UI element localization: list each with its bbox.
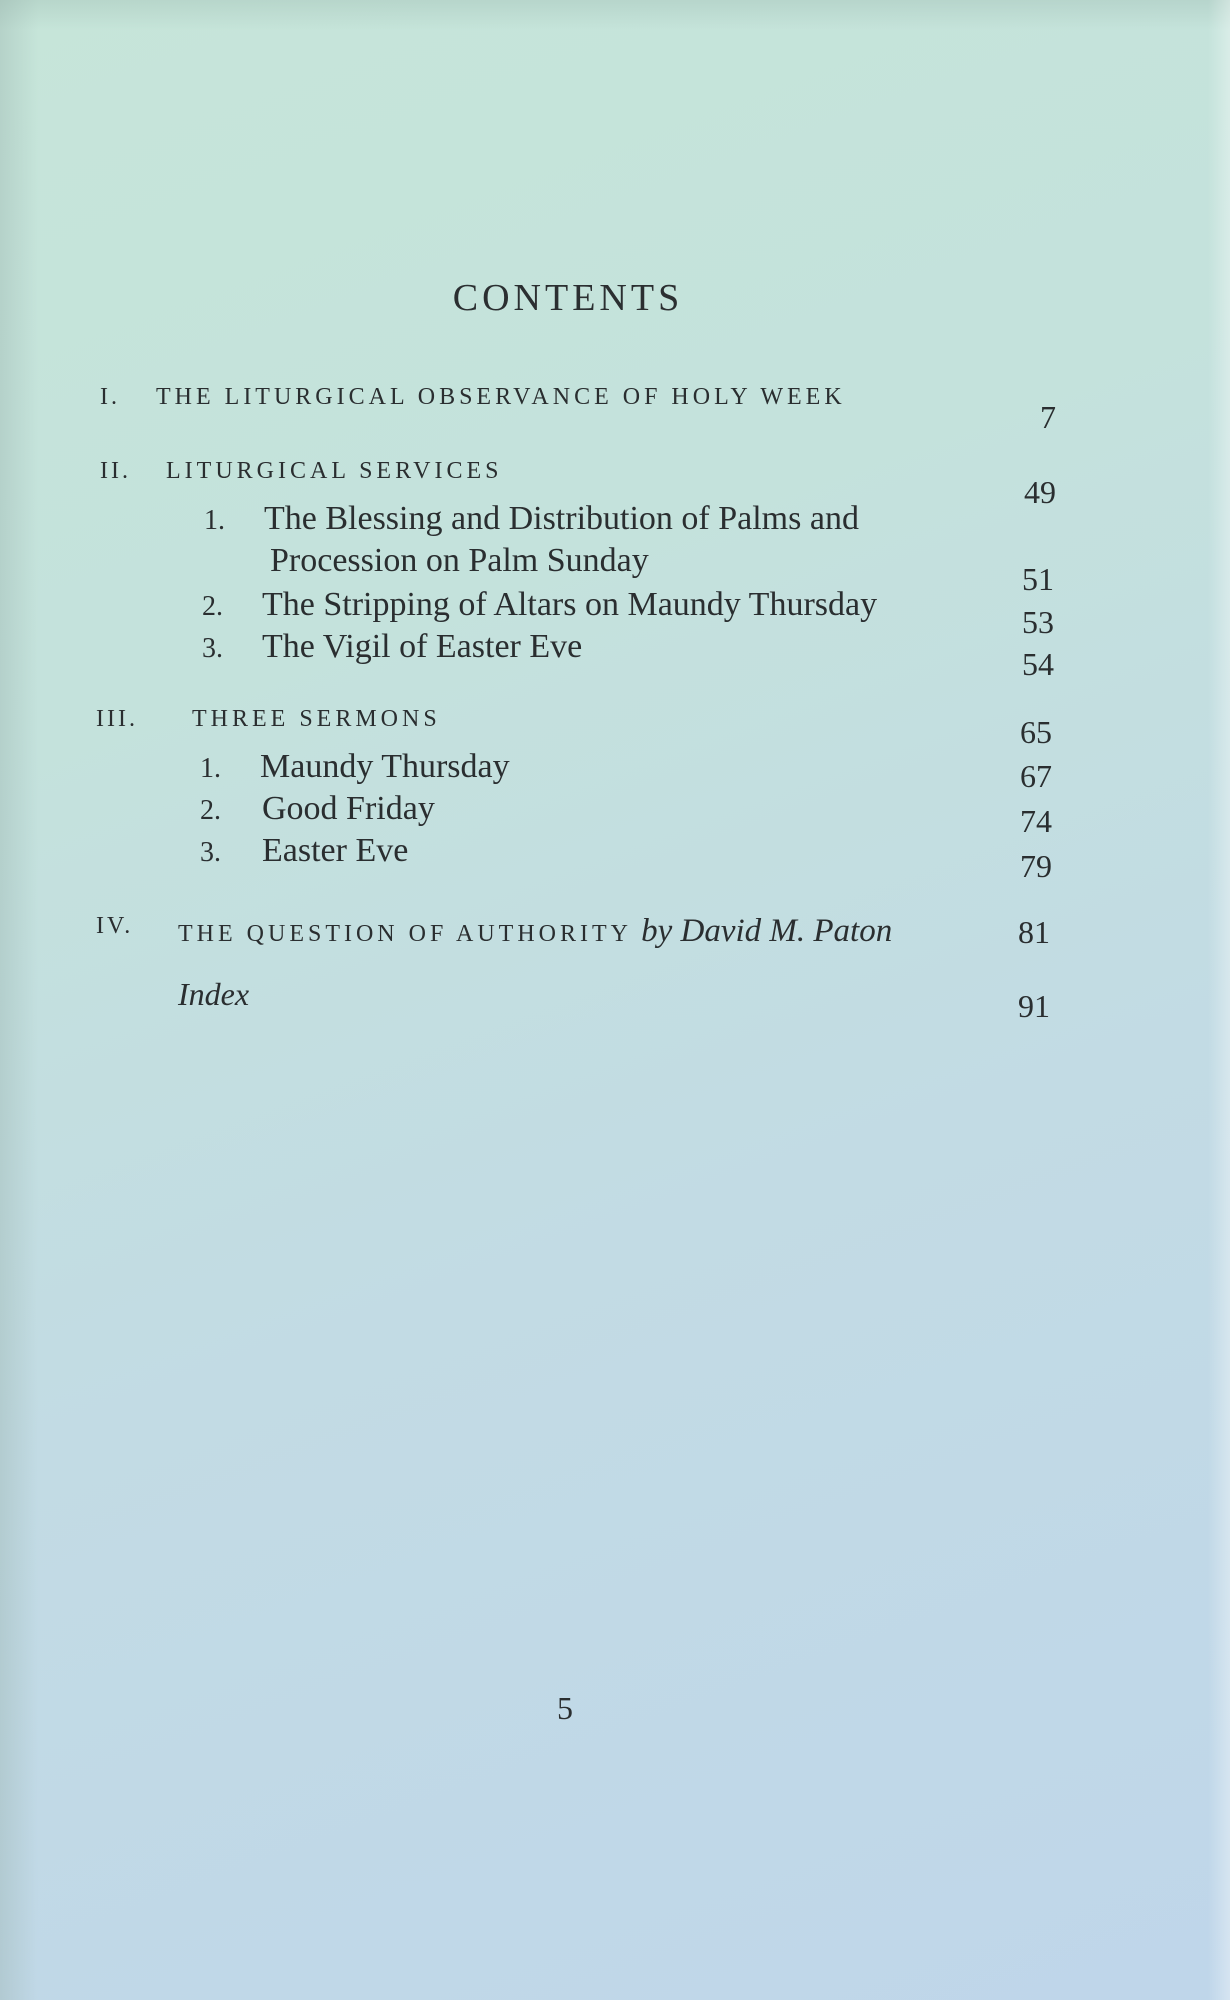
section-4-page: 81	[1018, 914, 1050, 950]
item-number: 1.	[200, 753, 221, 784]
item-title-line1: The Vigil of Easter Eve	[262, 628, 583, 665]
section-1-heading: THE LITURGICAL OBSERVANCE OF HOLY WEEK	[156, 384, 846, 410]
item-title-line1: Maundy Thursday	[260, 748, 510, 785]
page-right-edge	[1208, 0, 1230, 2000]
section-1-numeral: I.	[100, 384, 120, 410]
section-4-heading-text: THE QUESTION OF AUTHORITY	[178, 921, 632, 947]
section-4-byline: by David M. Paton	[641, 913, 893, 949]
section-4-numeral: IV.	[96, 913, 134, 939]
item-title-line1: The Stripping of Altars on Maundy Thursday	[262, 586, 878, 623]
item-number: 3.	[200, 837, 221, 868]
item-page: 67	[1020, 758, 1052, 794]
section-2-page: 49	[1024, 474, 1056, 510]
item-number: 1.	[204, 505, 225, 536]
page-top-shadow	[0, 0, 1230, 30]
item-page: 54	[1022, 646, 1054, 682]
index-page: 91	[1018, 988, 1050, 1024]
page-folio-number: 5	[557, 1690, 573, 1726]
item-title-line1: Easter Eve	[262, 832, 409, 869]
contents-title: CONTENTS	[452, 277, 684, 319]
section-1-page: 7	[1040, 399, 1056, 435]
item-title-line2: Procession on Palm Sunday	[270, 542, 649, 579]
section-3-heading: THREE SERMONS	[192, 706, 441, 732]
section-3-page: 65	[1020, 714, 1052, 750]
item-page: 53	[1022, 604, 1054, 640]
item-title-line1: The Blessing and Distribution of Palms and	[264, 500, 859, 537]
item-page: 51	[1022, 561, 1054, 597]
item-title-line1: Good Friday	[262, 790, 435, 827]
item-page: 79	[1020, 848, 1052, 884]
section-2-numeral: II.	[100, 458, 131, 484]
index-label: Index	[178, 976, 250, 1012]
section-3-numeral: III.	[96, 706, 138, 732]
section-4-heading	[178, 913, 892, 950]
item-number: 2.	[200, 795, 221, 826]
item-page: 74	[1020, 803, 1052, 839]
item-number: 3.	[202, 633, 223, 664]
section-2-heading: LITURGICAL SERVICES	[166, 458, 503, 484]
item-number: 2.	[202, 591, 223, 622]
